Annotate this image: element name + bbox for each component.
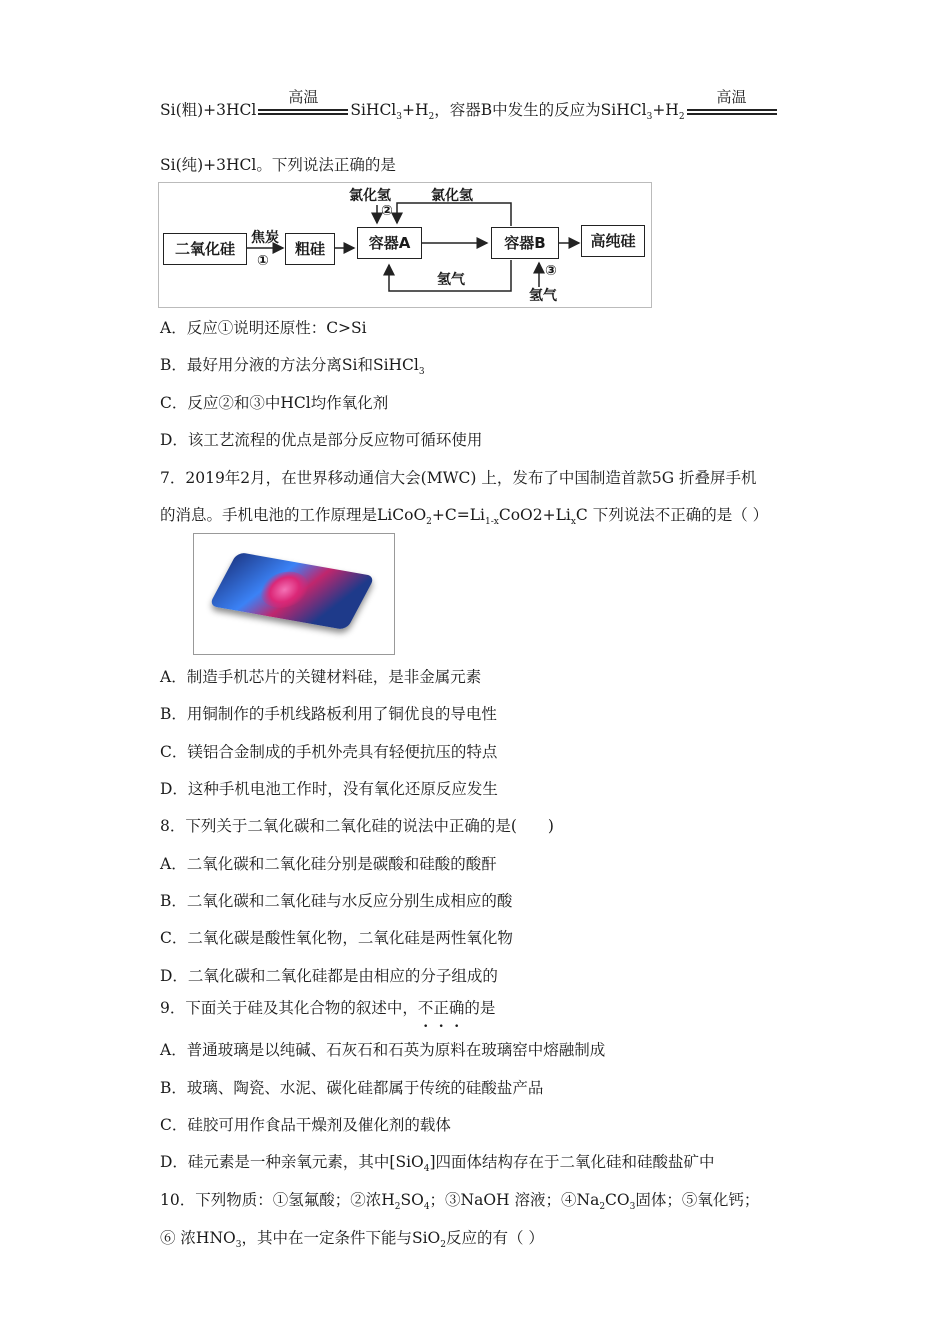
subscript: 2 — [440, 1240, 446, 1250]
q8-option-b: B．二氧化碳和二氧化硅与水反应分别生成相应的酸 — [160, 892, 513, 910]
q7-option-a: A．制造手机芯片的关键材料硅，是非金属元素 — [160, 668, 482, 686]
q10-stem-line2 — [160, 1228, 544, 1248]
q6-stem-end: Si(纯)+3HCl。下列说法正确的是 — [160, 156, 396, 174]
subscript: x — [570, 517, 576, 527]
q10-text: ，其中在一定条件下能与SiO — [241, 1229, 441, 1247]
label-hydrogen-input: 氢气 — [529, 288, 557, 304]
q6-option-b-text: B．最好用分液的方法分离Si和SiHCl — [160, 356, 419, 374]
q7-text: 的消息。手机电池的工作原理是LiCoO — [160, 506, 427, 524]
q10-stem-line1 — [160, 1190, 759, 1210]
q8-option-d: D．二氧化碳和二氧化硅都是由相应的分子组成的 — [160, 967, 498, 985]
q10-text: 固体；⑤氧化钙； — [635, 1191, 760, 1209]
subscript: 3 — [396, 112, 403, 122]
subscript: 3 — [418, 367, 425, 377]
q9-option-d-text: D．硅元素是一种亲氧元素，其中[SiO — [160, 1153, 424, 1171]
emphasis-char: 不 — [417, 999, 434, 1017]
q7-text: C 下列说法不正确的是（ ） — [575, 506, 769, 524]
box-container-a: 容器A — [357, 227, 422, 259]
box-high-purity-silicon: 高纯硅 — [581, 225, 645, 257]
q9-stem-text: 9．下面关于硅及其化合物的叙述中， — [160, 999, 418, 1017]
subscript: 3 — [235, 1240, 242, 1250]
q8-option-a: A．二氧化碳和二氧化硅分别是碳酸和硅酸的酸酐 — [160, 855, 497, 873]
box-silicon-dioxide: 二氧化硅 — [163, 233, 247, 265]
subscript: 4 — [423, 1202, 430, 1212]
q10-text: 10．下列物质：①氢氟酸；②浓H — [160, 1191, 395, 1209]
condition-label: 高温 — [716, 88, 747, 106]
q9-option-d-text: ]四面体结构存在于二氧化硅和硅酸盐矿中 — [429, 1153, 715, 1171]
process-flow-diagram — [158, 182, 652, 308]
q7-option-d: D．这种手机电池工作时，没有氧化还原反应发生 — [160, 780, 498, 798]
q6-option-d: D．该工艺流程的优点是部分反应物可循环使用 — [160, 431, 483, 449]
label-step-2: ② — [381, 203, 393, 219]
label-hydrogen-recycle: 氢气 — [437, 272, 465, 288]
q9-option-b: B．玻璃、陶瓷、水泥、碳化硅都属于传统的硅酸盐产品 — [160, 1079, 544, 1097]
condition-label: 高温 — [288, 88, 319, 106]
phone-photo — [193, 533, 395, 655]
q7-text: CoO2+Li — [498, 506, 571, 524]
q7-stem-line2 — [160, 505, 768, 525]
emphasis-char: 确 — [448, 999, 465, 1017]
subscript: 1-x — [484, 517, 499, 527]
box-container-b: 容器B — [491, 227, 559, 259]
q9-stem — [160, 998, 495, 1018]
q8-stem: 8．下列关于二氧化碳和二氧化硅的说法中正确的是( ) — [160, 817, 554, 835]
q6-eq2-left: ，容器B中发生的反应为SiHCl — [434, 101, 647, 119]
q9-stem-text: 的是 — [464, 999, 496, 1017]
q6-eq1-h: +H — [402, 101, 429, 119]
q10-text: 反应的有（ ） — [445, 1229, 544, 1247]
reaction-condition-arrow — [258, 88, 348, 121]
q6-eq1-left: Si(粗)+3HCl — [160, 101, 257, 119]
q7-stem-line1: 7．2019年2月，在世界移动通信大会(MWC) 上，发布了中国制造首款5G 折叠屏手机 — [160, 469, 757, 487]
q9-option-a: A．普通玻璃是以纯碱、石灰石和石英为原料在玻璃窑中熔融制成 — [160, 1041, 606, 1059]
q7-option-b: B．用铜制作的手机线路板利用了铜优良的导电性 — [160, 705, 497, 723]
emphasis-char: 正 — [433, 999, 449, 1017]
q10-text: ⑥ 浓HNO — [160, 1229, 236, 1247]
subscript: 2 — [428, 112, 435, 122]
subscript: 3 — [646, 112, 653, 122]
subscript: 2 — [599, 1202, 606, 1212]
q9-option-d — [160, 1152, 715, 1172]
q6-option-c: C．反应②和③中HCl均作氧化剂 — [160, 394, 389, 412]
label-hcl-recycle: 氯化氢 — [431, 188, 473, 204]
q6-option-a: A．反应①说明还原性：C>Si — [160, 319, 367, 337]
subscript: 2 — [678, 112, 685, 122]
label-step-1: ① — [257, 253, 269, 269]
q6-equation-line — [160, 88, 779, 122]
subscript: 3 — [629, 1202, 636, 1212]
label-coke: 焦炭 — [251, 230, 279, 246]
subscript: 4 — [423, 1164, 430, 1174]
box-crude-silicon: 粗硅 — [285, 233, 335, 265]
q10-text: CO — [605, 1191, 630, 1209]
subscript: 2 — [394, 1202, 401, 1212]
subscript: 2 — [426, 517, 432, 527]
label-step-3: ③ — [545, 263, 557, 279]
q6-eq2-h: +H — [652, 101, 679, 119]
q10-text: SO — [400, 1191, 424, 1209]
q6-option-b — [160, 355, 425, 375]
phone-image — [209, 552, 376, 630]
q7-text: +C=Li — [431, 506, 485, 524]
q6-eq1-right: SiHCl — [350, 101, 397, 119]
label-hcl-input: 氯化氢 — [349, 188, 391, 204]
q8-option-c: C．二氧化碳是酸性氧化物，二氧化硅是两性氧化物 — [160, 929, 513, 947]
q7-option-c: C．镁铝合金制成的手机外壳具有轻便抗压的特点 — [160, 743, 498, 761]
q9-option-c: C．硅胶可用作食品干燥剂及催化剂的载体 — [160, 1116, 451, 1134]
reaction-condition-arrow — [687, 88, 777, 121]
q10-text: ；③NaOH 溶液；④Na — [429, 1191, 600, 1209]
